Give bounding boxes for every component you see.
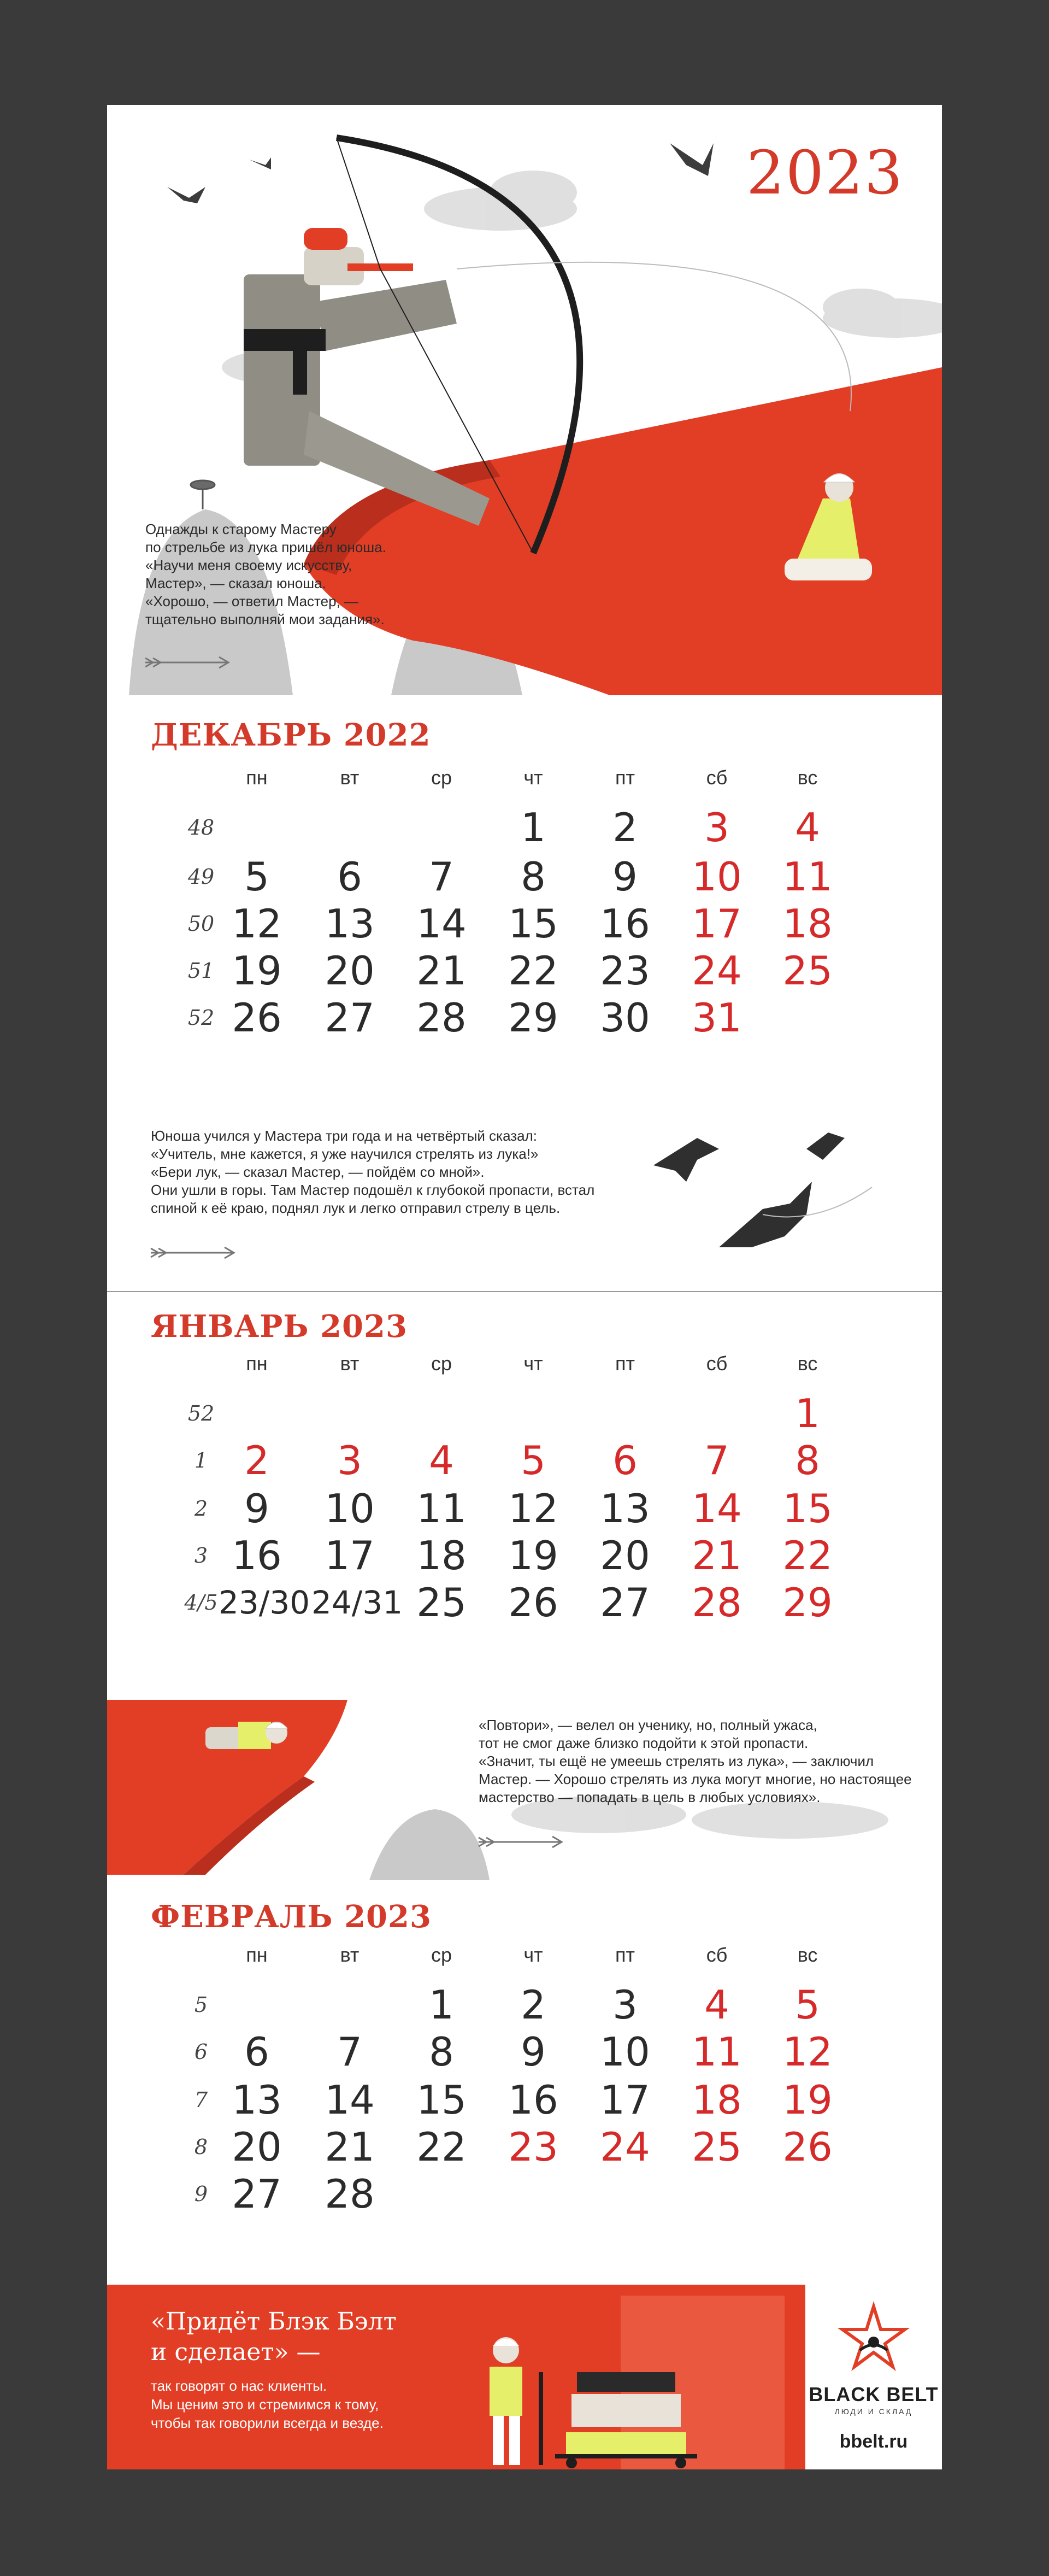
story-line: мастерство — попадать в цель в любых условиях». bbox=[479, 1789, 821, 1805]
weekday-label: вт bbox=[340, 1352, 360, 1375]
month-title: ФЕВРАЛЬ 2023 bbox=[151, 1899, 432, 1935]
calendar-day: 1 bbox=[521, 805, 546, 850]
calendar-day: 3 bbox=[337, 1437, 362, 1483]
week-number: 2 bbox=[194, 1497, 208, 1521]
calendar-day: 12 bbox=[508, 1486, 558, 1531]
calendar-day: 15 bbox=[782, 1486, 833, 1531]
story-line: «Учитель, мне кажется, я уже научился стрелять из лука!» bbox=[151, 1146, 539, 1162]
weekday-label: сб bbox=[706, 1352, 728, 1375]
calendar-day: 2 bbox=[612, 805, 638, 850]
calendar-day: 16 bbox=[600, 901, 650, 947]
calendar-day: 4 bbox=[429, 1437, 454, 1483]
weekday-label: пн bbox=[246, 1944, 268, 1966]
calendar-day: 21 bbox=[325, 2124, 375, 2170]
calendar-day: 15 bbox=[416, 2077, 467, 2123]
brand-name: BLACK BELT bbox=[809, 2383, 939, 2405]
week-number: 48 bbox=[187, 815, 215, 840]
calendar-day: 25 bbox=[782, 948, 833, 994]
calendar-day: 9 bbox=[612, 854, 638, 900]
quote-line: «Придёт Блэк Бэлт bbox=[151, 2308, 397, 2336]
calendar-day: 16 bbox=[508, 2077, 558, 2123]
story-line: «Бери лук, — сказал Мастер, — пойдём со мной». bbox=[151, 1164, 485, 1180]
calendar-january bbox=[107, 1292, 942, 1697]
week-number: 5 bbox=[194, 1993, 208, 2017]
quote-line: и сделает» — bbox=[151, 2338, 321, 2366]
calendar-day: 7 bbox=[704, 1437, 729, 1483]
calendar-day: 31 bbox=[692, 995, 742, 1041]
calendar-day: 24 bbox=[692, 948, 742, 994]
calendar-day: 17 bbox=[600, 2077, 650, 2123]
week-number: 51 bbox=[187, 959, 215, 983]
swallows-illustration bbox=[107, 1100, 942, 1291]
weekday-label: вт bbox=[340, 1944, 360, 1966]
calendar-day: 16 bbox=[232, 1533, 282, 1579]
weekday-label: пт bbox=[615, 766, 635, 789]
calendar-day: 28 bbox=[325, 2171, 375, 2217]
calendar-day: 9 bbox=[244, 1486, 269, 1531]
calendar-day: 12 bbox=[232, 901, 282, 947]
calendar-day: 17 bbox=[325, 1533, 375, 1579]
calendar-day: 27 bbox=[600, 1580, 650, 1626]
calendar-day: 28 bbox=[692, 1580, 742, 1626]
story-line: Они ушли в горы. Там Мастер подошёл к глубокой пропасти, встал bbox=[151, 1182, 595, 1198]
hero-illustration-section bbox=[107, 105, 942, 695]
week-number: 52 bbox=[187, 1401, 215, 1425]
week-number: 50 bbox=[187, 912, 215, 936]
story-line: тщательно выполняй мои задания». bbox=[145, 611, 385, 627]
calendar-day: 3 bbox=[612, 1982, 638, 2028]
story-line: спиной к её краю, поднял лук и легко отправил стрелу в цель. bbox=[151, 1200, 561, 1216]
week-number: 49 bbox=[187, 865, 215, 889]
calendar-day: 4 bbox=[704, 1982, 729, 2028]
week-number: 9 bbox=[194, 2182, 208, 2206]
week-number: 4/5 bbox=[184, 1591, 218, 1615]
calendar-day: 13 bbox=[600, 1486, 650, 1531]
calendar-day: 23 bbox=[508, 2124, 558, 2170]
weekday-label: ср bbox=[431, 1944, 452, 1966]
calendar-day: 2 bbox=[521, 1982, 546, 2028]
calendar-day: 25 bbox=[416, 1580, 467, 1626]
calendar-day: 4 bbox=[795, 805, 820, 850]
calendar-day: 30 bbox=[600, 995, 650, 1041]
calendar-day: 1 bbox=[795, 1390, 820, 1436]
weekday-label: чт bbox=[523, 1944, 543, 1966]
story-line: тот не смог даже близко подойти к этой пропасти. bbox=[479, 1735, 809, 1751]
calendar-december bbox=[107, 695, 942, 1100]
story-line: по стрельбе из лука пришёл юноша. bbox=[145, 539, 386, 555]
calendar-day: 26 bbox=[508, 1580, 558, 1626]
story-line: Юноша учился у Мастера три года и на четвёртый сказал: bbox=[151, 1128, 538, 1144]
week-number: 3 bbox=[194, 1544, 208, 1568]
calendar-day: 8 bbox=[795, 1437, 820, 1483]
calendar-day: 18 bbox=[416, 1533, 467, 1579]
story-part-3-text bbox=[479, 1716, 912, 1806]
calendar-day: 11 bbox=[782, 854, 833, 900]
calendar-day: 20 bbox=[600, 1533, 650, 1579]
story-strip-3 bbox=[107, 1694, 942, 1880]
calendar-day: 7 bbox=[429, 854, 454, 900]
weekday-label: вт bbox=[340, 766, 360, 789]
story-line: «Повтори», — велел он ученику, но, полный ужаса, bbox=[479, 1717, 817, 1733]
weekday-label: чт bbox=[523, 1352, 543, 1375]
calendar-day: 14 bbox=[416, 901, 467, 947]
warehouse-worker-illustration bbox=[457, 2285, 785, 2469]
week-number: 7 bbox=[194, 2088, 208, 2112]
weekday-label: ср bbox=[431, 1352, 452, 1375]
weekday-label: пн bbox=[246, 1352, 268, 1375]
calendar-day: 5 bbox=[795, 1982, 820, 2028]
calendar-day: 13 bbox=[325, 901, 375, 947]
calendar-day: 27 bbox=[325, 995, 375, 1041]
calendar-day: 11 bbox=[692, 2029, 742, 2075]
footer-quote bbox=[151, 2307, 397, 2368]
month-title: ЯНВАРЬ 2023 bbox=[151, 1308, 408, 1345]
calendar-day: 2 bbox=[244, 1437, 269, 1483]
calendar-day: 11 bbox=[416, 1486, 467, 1531]
calendar-day: 10 bbox=[325, 1486, 375, 1531]
website-link[interactable]: bbelt.ru bbox=[839, 2431, 908, 2452]
story-intro bbox=[145, 520, 386, 629]
week-number: 8 bbox=[194, 2135, 208, 2159]
calendar-day: 8 bbox=[429, 2029, 454, 2075]
story-line: «Значит, ты ещё не умеешь стрелять из лука», — заключил bbox=[479, 1753, 874, 1769]
subtext-line: Мы ценим это и стремимся к тому, bbox=[151, 2396, 379, 2413]
calendar-day: 5 bbox=[521, 1437, 546, 1483]
calendar-day: 25 bbox=[692, 2124, 742, 2170]
calendar-day: 20 bbox=[325, 948, 375, 994]
weekday-label: пн bbox=[246, 766, 268, 789]
calendar-day: 1 bbox=[429, 1982, 454, 2028]
calendar-february bbox=[107, 1880, 942, 2285]
calendar-day: 17 bbox=[692, 901, 742, 947]
calendar-day: 19 bbox=[232, 948, 282, 994]
story-line: «Хорошо, — ответил Мастер, — bbox=[145, 593, 359, 609]
calendar-day: 12 bbox=[782, 2029, 833, 2075]
calendar-day: 6 bbox=[337, 854, 362, 900]
story-line: Однажды к старому Мастеру bbox=[145, 521, 337, 537]
footer-banner bbox=[107, 2285, 942, 2469]
week-number: 1 bbox=[194, 1448, 208, 1472]
subtext-line: так говорят о нас клиенты. bbox=[151, 2378, 327, 2394]
weekday-label: вс bbox=[797, 766, 818, 789]
calendar-day: 14 bbox=[692, 1486, 742, 1531]
calendar-day: 28 bbox=[416, 995, 467, 1041]
calendar-day: 14 bbox=[325, 2077, 375, 2123]
calendar-day: 18 bbox=[782, 901, 833, 947]
calendar-day: 10 bbox=[600, 2029, 650, 2075]
calendar-day: 7 bbox=[337, 2029, 362, 2075]
weekday-label: вс bbox=[797, 1352, 818, 1375]
calendar-day: 3 bbox=[704, 805, 729, 850]
month-title: ДЕКАБРЬ 2022 bbox=[151, 717, 431, 753]
story-line: Мастер. — Хорошо стрелять из лука могут многие, но настоящее bbox=[479, 1771, 912, 1787]
weekday-label: пт bbox=[615, 1352, 635, 1375]
calendar-day: 27 bbox=[232, 2171, 282, 2217]
brand-tagline: ЛЮДИ И СКЛАД bbox=[834, 2407, 913, 2416]
year-title: 2023 bbox=[746, 138, 904, 208]
weekday-label: ср bbox=[431, 766, 452, 789]
calendar-day: 19 bbox=[782, 2077, 833, 2123]
subtext-line: чтобы так говорили всегда и везде. bbox=[151, 2415, 384, 2431]
calendar-day: 22 bbox=[508, 948, 558, 994]
calendar-day: 8 bbox=[521, 854, 546, 900]
calendar-day: 13 bbox=[232, 2077, 282, 2123]
weekday-label: сб bbox=[706, 766, 728, 789]
calendar-day: 6 bbox=[244, 2029, 269, 2075]
calendar-day: 6 bbox=[612, 1437, 638, 1483]
week-number: 6 bbox=[194, 2040, 208, 2064]
calendar-day: 23 bbox=[600, 948, 650, 994]
calendar-day: 18 bbox=[692, 2077, 742, 2123]
calendar-day: 5 bbox=[244, 854, 269, 900]
calendar-day: 26 bbox=[782, 2124, 833, 2170]
calendar-day: 23/30 bbox=[219, 1584, 310, 1621]
footer-subtext bbox=[151, 2377, 384, 2432]
calendar-day: 26 bbox=[232, 995, 282, 1041]
calendar-day: 9 bbox=[521, 2029, 546, 2075]
calendar-day: 21 bbox=[692, 1533, 742, 1579]
story-line: «Научи меня своему искусству, bbox=[145, 557, 352, 573]
calendar-day: 24 bbox=[600, 2124, 650, 2170]
black-belt-star-logo-icon bbox=[805, 2285, 942, 2383]
calendar-day: 29 bbox=[782, 1580, 833, 1626]
calendar-day: 24/31 bbox=[311, 1584, 403, 1621]
calendar-day: 22 bbox=[782, 1533, 833, 1579]
weekday-label: сб bbox=[706, 1944, 728, 1966]
story-strip-2 bbox=[107, 1100, 942, 1291]
calendar-day: 10 bbox=[692, 854, 742, 900]
calendar-day: 29 bbox=[508, 995, 558, 1041]
calendar-day: 20 bbox=[232, 2124, 282, 2170]
calendar-day: 21 bbox=[416, 948, 467, 994]
weekday-label: пт bbox=[615, 1944, 635, 1966]
story-line: Мастер», — сказал юноша. bbox=[145, 575, 326, 591]
calendar-day: 22 bbox=[416, 2124, 467, 2170]
logo-panel bbox=[805, 2285, 942, 2469]
weekday-label: чт bbox=[523, 766, 543, 789]
weekday-label: вс bbox=[797, 1944, 818, 1966]
calendar-day: 15 bbox=[508, 901, 558, 947]
calendar-day: 19 bbox=[508, 1533, 558, 1579]
week-number: 52 bbox=[187, 1006, 215, 1030]
